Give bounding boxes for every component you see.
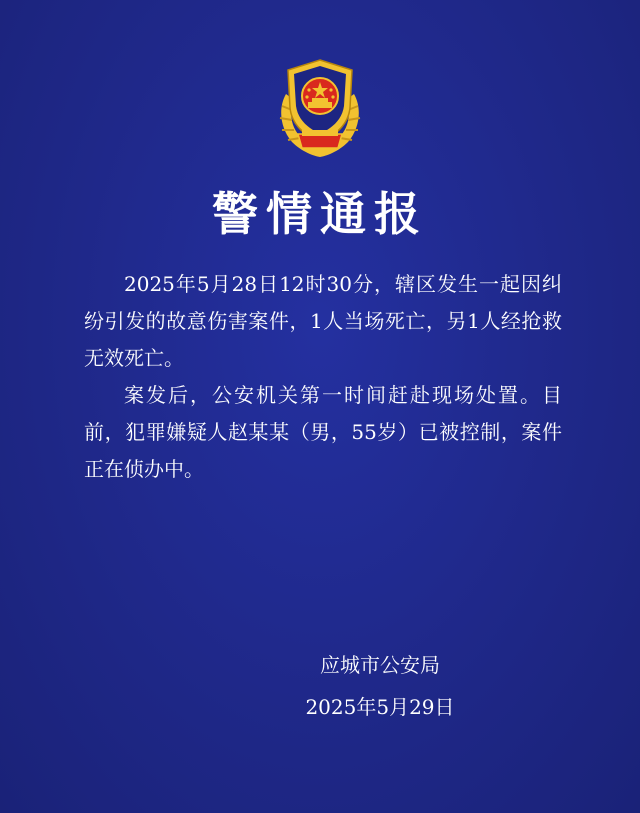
notice-title: 警情通报 [212,187,428,241]
notice-signature [280,644,480,728]
notice-body [84,266,562,488]
issuer-name: 应城市公安局 [320,653,440,677]
notice-paragraph: 2025年5月28日12时30分，辖区发生一起因纠纷引发的故意伤害案件，1人当场死亡，另1人经抢救无效死亡。 [84,272,562,370]
police-badge-icon [272,56,368,158]
notice-paragraph: 案发后，公安机关第一时间赶赴现场处置。目前，犯罪嫌疑人赵某某（男，55岁）已被控制，案件正在侦办中。 [84,383,562,481]
issue-date: 2025年5月29日 [305,695,455,719]
